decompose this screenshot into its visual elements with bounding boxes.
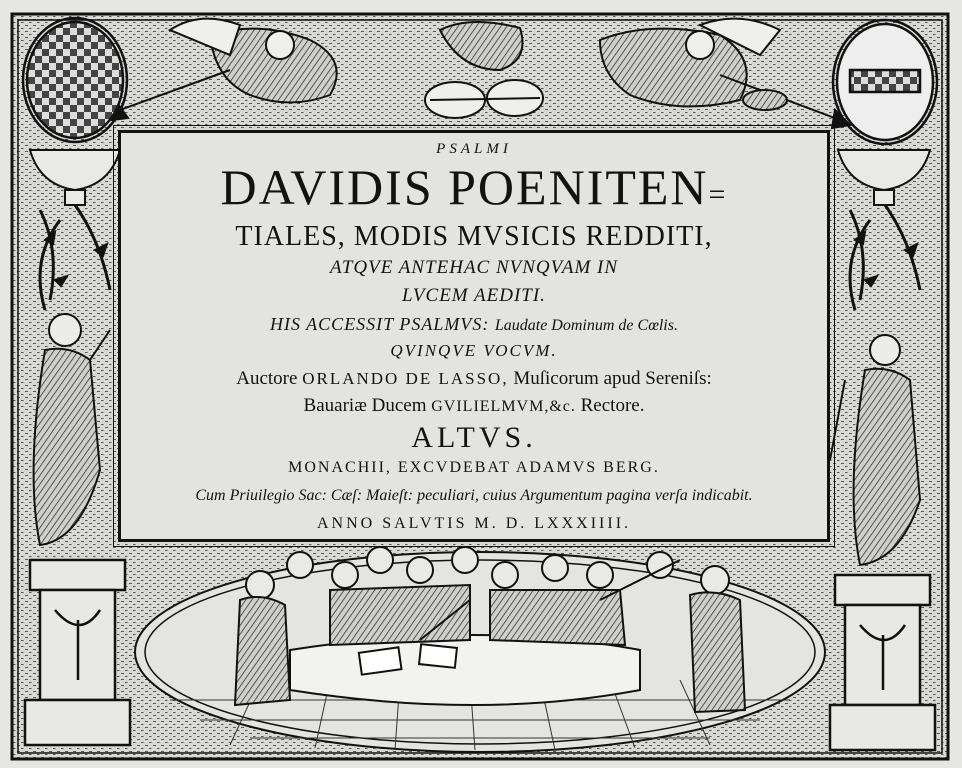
main-title-text: DAVIDIS POENITEN — [220, 159, 709, 215]
psalmi-heading: PSALMI — [436, 141, 512, 157]
main-title-line — [121, 159, 827, 223]
voice-part: ALTVS. — [411, 421, 537, 454]
bavariae-lead: Bauariæ Ducem — [303, 395, 427, 416]
accessit-lead: HIS ACCESSIT PSALMVS: — [270, 314, 490, 334]
bavariae-tail: Rectore. — [580, 395, 645, 416]
composer-name: ORLANDO DE LASSO, — [302, 369, 509, 388]
accessit-line — [121, 314, 827, 335]
privilege-line: Cum Priuilegio Sac: Cæſ: Maieſt: peculiari, cuius Argumentum pagina verſa indicabit. — [195, 487, 753, 504]
title-hyphen: = — [708, 178, 728, 211]
patron-line — [121, 395, 827, 417]
coat-of-arms-right — [833, 20, 937, 144]
imprint-line: MONACHII, EXCVDEBAT ADAMVS BERG. — [288, 459, 660, 476]
coat-of-arms-left — [23, 18, 127, 142]
pedestal-right — [830, 575, 935, 750]
title-line-2: TIALES, MODIS MVSICIS REDDITI, — [235, 221, 713, 252]
pedestal-left — [25, 560, 130, 745]
title-cartouche — [118, 130, 830, 542]
auctor-lead: Auctore — [236, 368, 298, 389]
patron-name: GVILIELMVM,&c. — [431, 398, 576, 415]
auctor-tail: Muſicorum apud Sereniſs: — [513, 368, 712, 389]
accessit-psalm: Laudate Dominum de Cœlis. — [494, 317, 678, 334]
quinque-vocum: QVINQVE VOCVM. — [390, 341, 558, 360]
year-line: ANNO SALVTIS M. D. LXXXIIII. — [316, 515, 632, 532]
title-line-4: LVCEM AEDITI. — [402, 285, 546, 306]
author-line — [121, 368, 827, 390]
title-line-3: ATQVE ANTEHAC NVNQVAM IN — [329, 257, 619, 278]
